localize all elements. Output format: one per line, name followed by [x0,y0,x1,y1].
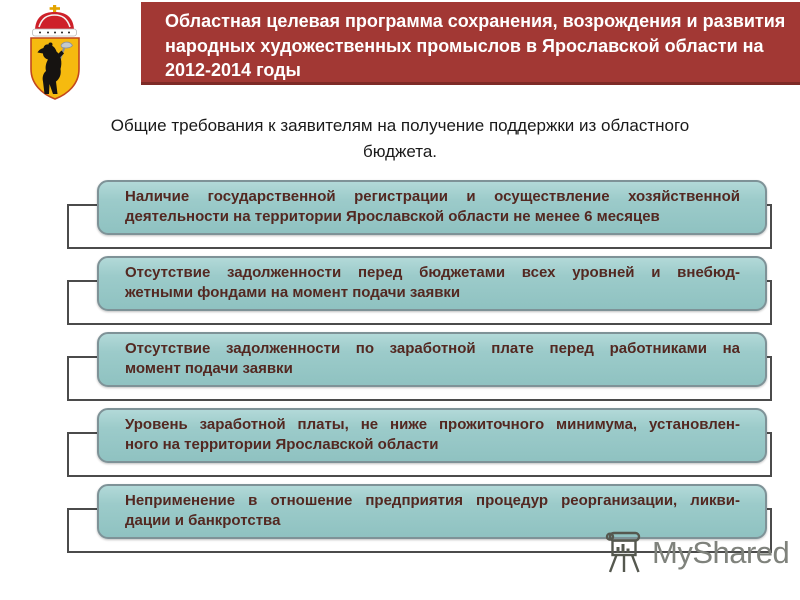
subtitle-line: бюджета. [362,142,438,161]
myshared-label: MyShared [652,535,790,570]
requirement-item [0,332,800,408]
yaroslavl-coat-of-arms-icon [26,5,84,103]
requirement-text-line: Отсутствие задолженности по заработной плате перед работниками на [125,340,740,357]
subtitle [0,113,800,165]
slide-title-line: Областная целевая программа сохранения, возрождения и развития [165,11,786,31]
requirement-box [97,256,767,311]
slide-title-line: 2012-2014 годы [165,60,301,80]
requirement-box [97,408,767,463]
requirement-text-line: момент подачи заявки [125,360,293,377]
requirements-list [0,180,800,580]
slide-title-line: народных художественных промыслов в Ярославской области на [165,35,764,56]
requirement-text-line: Уровень заработной платы, не ниже прожиточного минимума, установлен- [125,416,740,433]
myshared-watermark[interactable] [601,530,789,576]
requirement-item [0,256,800,332]
requirement-box [97,180,767,235]
requirement-item [0,408,800,484]
requirement-text-line: Неприменение в отношение предприятия процедур реорганизации, ликви- [125,492,740,509]
easel-chart-icon [601,530,647,576]
requirement-text-line: Наличие государственной регистрации и осуществление хозяйственной [125,188,740,205]
requirement-text-line: Отсутствие задолженности перед бюджетами всех уровней и внебюд- [125,264,740,281]
requirement-item [0,180,800,256]
requirement-box [97,332,767,387]
axe-blade [61,42,73,48]
requirement-text-line: деятельности на территории Ярославской области не менее 6 месяцев [125,208,660,225]
requirement-text-line: ного на территории Ярославской области [125,436,439,453]
subtitle-line: Общие требования к заявителям на получение поддержки из областного [110,116,690,135]
requirement-text-line: жетными фондами на момент подачи заявки [125,284,461,301]
requirement-text-line: дации и банкротства [125,512,281,529]
slide-title-bar [141,2,800,85]
